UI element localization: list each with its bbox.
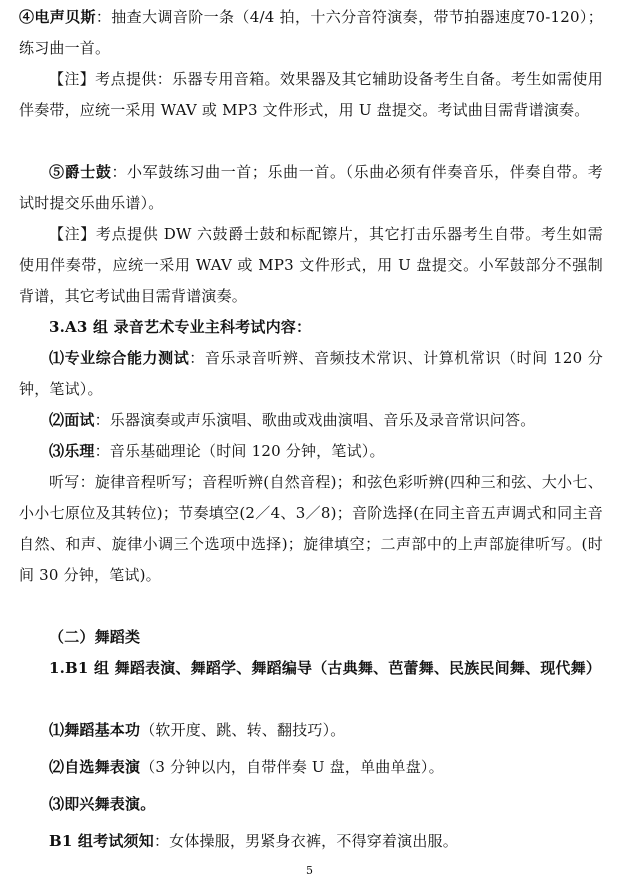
- paragraph-selected-dance: [19, 752, 603, 783]
- heading-dance: （二）舞蹈类: [49, 628, 141, 646]
- paragraph-music-theory: [19, 436, 603, 467]
- text-dictation: 听写：旋律音程听写；音程听辨(自然音程)；和弦色彩听辨(四种三和弦、大小七、小小七原位及其转位)；节奏填空(2／4、3／8)；音阶选择(在同主音五声调式和同主音自然、和声、旋律小调三个选项中选择)；旋律填空；二声部中的上声部旋律听写。(时间 30 分钟，笔试)。: [19, 473, 603, 584]
- text-music-theory: ：音乐基础理论（时间 120 分钟，笔试）。: [94, 442, 385, 460]
- text-b1-notice: ：女体操服，男紧身衣裤，不得穿着演出服。: [153, 832, 458, 850]
- text-comprehensive-test: ：音乐录音听辨、音频技术常识、计算机常识（时间 120 分钟，笔试）。: [19, 349, 603, 398]
- text-jazz-drum: ：小军鼓练习曲一首；乐曲一首。（乐曲必须有伴奏音乐，伴奏自带。考试时提交乐曲乐谱）。: [19, 163, 603, 212]
- section-heading-dance: [19, 622, 603, 653]
- heading-dance-basics: ⑴舞蹈基本功: [49, 721, 141, 739]
- paragraph-interview: [19, 405, 603, 436]
- text-dance-basics: （软开度、跳、转、翻技巧）。: [140, 721, 346, 739]
- text-selected-dance: （3 分钟以内，自带伴奏 U 盘，单曲单盘）。: [140, 758, 444, 776]
- heading-a3: 3.A3 组 录音艺术专业主科考试内容：: [49, 318, 312, 336]
- heading-improv-dance: ⑶即兴舞表演。: [49, 795, 156, 813]
- paragraph-comprehensive-test: [19, 343, 603, 405]
- page-number: 5: [306, 864, 313, 877]
- text-bass-note: 【注】考点提供：乐器专用音箱。效果器及其它辅助设备考生自备。考生如需使用伴奏带，应统一采用 WAV 或 MP3 文件形式，用 U 盘提交。考试曲目需背谱演奏。: [19, 70, 603, 119]
- text-electric-bass: ：抽查大调音阶一条（4/4 拍，十六分音符演奏，带节拍器速度70-120）；练习曲一首。: [19, 8, 603, 57]
- text-interview: ：乐器演奏或声乐演唱、歌曲或戏曲演唱、音乐及录音常识问答。: [94, 411, 536, 429]
- paragraph-dance-basics: [19, 715, 603, 746]
- text-drum-note: 【注】考点提供 DW 六鼓爵士鼓和标配镲片，其它打击乐器考生自带。考生如需使用伴奏带，应统一采用 WAV 或 MP3 文件形式，用 U 盘提交。小军鼓部分不强制背谱，其它考试曲目需背谱演奏。: [19, 225, 603, 305]
- heading-electric-bass: ④电声贝斯: [19, 8, 96, 26]
- paragraph-improv-dance: [19, 789, 603, 820]
- paragraph-jazz-drum: [19, 157, 603, 219]
- heading-music-theory: ⑶乐理: [49, 442, 95, 460]
- paragraph-drum-note: [19, 219, 603, 312]
- heading-jazz-drum: ⑤爵士鼓: [49, 163, 112, 181]
- section-heading-a3: [19, 312, 603, 343]
- paragraph-electric-bass: [19, 2, 603, 64]
- section-heading-b1: [19, 653, 603, 684]
- heading-comprehensive-test: ⑴专业综合能力测试: [49, 349, 190, 367]
- paragraph-bass-note: [19, 64, 603, 126]
- heading-b1-notice: B1 组考试须知: [49, 832, 154, 850]
- paragraph-b1-notice: [19, 826, 603, 857]
- heading-b1: 1.B1 组 舞蹈表演、舞蹈学、舞蹈编导（古典舞、芭蕾舞、民族民间舞、现代舞）: [49, 659, 602, 677]
- heading-selected-dance: ⑵自选舞表演: [49, 758, 141, 776]
- paragraph-dictation: [19, 467, 603, 591]
- heading-interview: ⑵面试: [49, 411, 95, 429]
